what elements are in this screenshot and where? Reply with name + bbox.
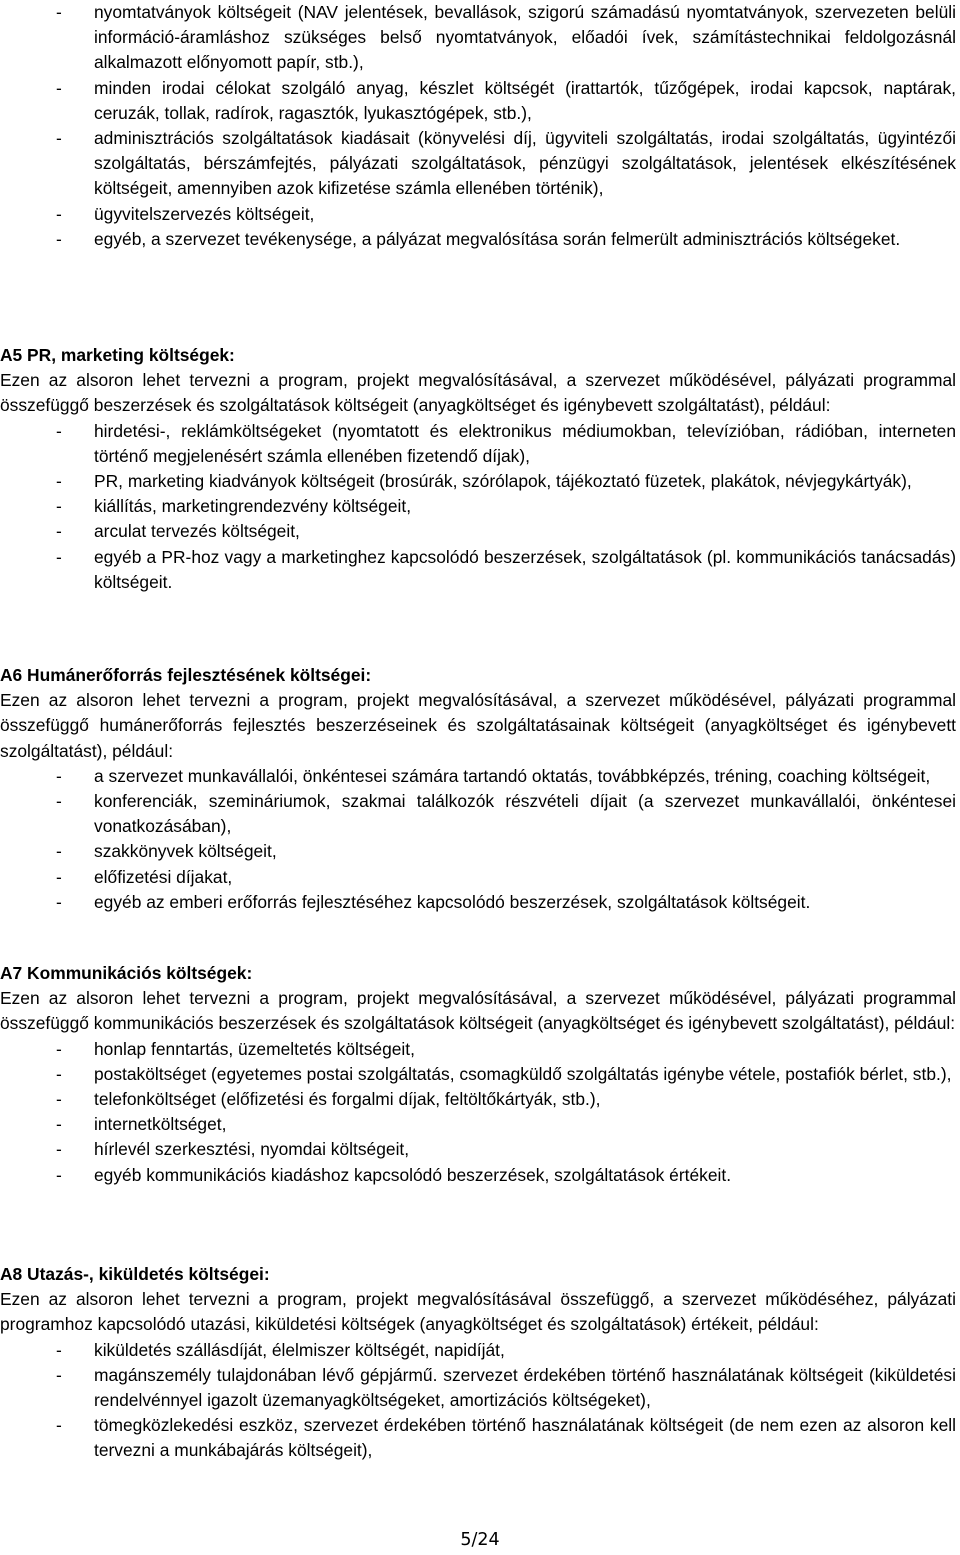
list-item: - internetköltséget, [56,1112,956,1137]
list-item: - ügyvitelszervezés költségeit, [56,202,956,227]
section-intro: Ezen az alsoron lehet tervezni a program, projekt megvalósításával, a szervezet működésével, pályázati programmal összefüggő kommunikációs beszerzések és szolgáltatások költségeit (anyagköltséget és igénybevett szolgáltatást), például: [0,988,956,1034]
list-item: - egyéb, a szervezet tevékenysége, a pályázat megvalósítása során felmerült adminisztrációs költségeket. [56,227,956,252]
list-item: - kiállítás, marketingrendezvény költségeit, [56,494,956,519]
section-heading: A8 Utazás-, kiküldetés költségei: [0,1264,270,1284]
section-a7 [0,961,956,1188]
list-item: - honlap fenntartás, üzemeltetés költségeit, [56,1037,956,1062]
admin-cost-list [0,0,956,252]
list-item: - arculat tervezés költségeit, [56,519,956,544]
section-intro: Ezen az alsoron lehet tervezni a program, projekt megvalósításával, a szervezet működésével, pályázati programmal összefüggő beszerzések és szolgáltatások költségeit (anyagköltséget és igénybevett szolgáltatást), például: [0,370,956,416]
list-item: - kiküldetés szállásdíját, élelmiszer költségét, napidíját, [56,1338,956,1363]
page-number: 5/24 [460,1530,500,1550]
list-item: - egyéb a PR-hoz vagy a marketinghez kapcsolódó beszerzések, szolgáltatások (pl. kommunikációs tanácsadás) költségeit. [56,545,956,595]
section-a8 [0,1262,956,1464]
list-item: - hirdetési-, reklámköltségeket (nyomtatott és elektronikus médiumokban, televízióban, rádióban, interneten történő megjelenésért számla ellenében fizetendő díjak), [56,419,956,469]
section-heading: A6 Humánerőforrás fejlesztésének költségei: [0,665,372,685]
list-item: - a szervezet munkavállalói, önkéntesei számára tartandó oktatás, továbbképzés, tréning, coaching költségeit, [56,764,956,789]
section-intro: Ezen az alsoron lehet tervezni a program, projekt megvalósításával, a szervezet működésével, pályázati programmal összefüggő humánerőforrás fejlesztés beszerzéseinek és szolgáltatásainak költségeit (anyagköltséget és igénybevett szolgáltatást), például: [0,690,956,761]
list-item: - hírlevél szerkesztési, nyomdai költségeit, [56,1137,956,1162]
list-item: - PR, marketing kiadványok költségeit (brosúrák, szórólapok, tájékoztató füzetek, plakátok, névjegykártyák), [56,469,956,494]
section-a5 [0,343,956,595]
list-item: - egyéb kommunikációs kiadáshoz kapcsolódó beszerzések, szolgáltatások értékeit. [56,1163,956,1188]
list-item: - konferenciák, szemináriumok, szakmai találkozók részvételi díjait (a szervezet munkavállalói, önkéntesei vonatkozásában), [56,789,956,839]
list-item: - adminisztrációs szolgáltatások kiadásait (könyvelési díj, ügyviteli szolgáltatás, irodai szolgáltatás, ügyintézői szolgáltatás, bérszámfejtés, pályázati szolgáltatások, pénzügyi szolgáltatások, jelentések elkészítésének költségeit, amennyiben azok kifizetése számla ellenében történik), [56,126,956,202]
list-item: - postaköltséget (egyetemes postai szolgáltatás, csomagküldő szolgáltatás igénybe vétele, postafiók bérlet, stb.), [56,1062,956,1087]
list-item: - előfizetési díjakat, [56,865,956,890]
section-intro: Ezen az alsoron lehet tervezni a program, projekt megvalósításával összefüggő, a szervezet működéséhez, pályázati programhoz kapcsolódó utazási, kiküldetési költségek (anyagköltséget és szolgáltatások) értékeit, például: [0,1289,956,1335]
section-heading: A7 Kommunikációs költségek: [0,963,253,983]
section-a6 [0,663,956,915]
list-item: - telefonköltséget (előfizetési és forgalmi díjak, feltöltőkártyák, stb.), [56,1087,956,1112]
section-heading: A5 PR, marketing költségek: [0,345,235,365]
list-item: - magánszemély tulajdonában lévő gépjármű. szervezet érdekében történő használatának költségeit (kiküldetési rendelvénnyel igazolt üzemanyagköltségeket, amortizációs költségeket), [56,1363,956,1413]
list-item: - nyomtatványok költségeit (NAV jelentések, bevallások, szigorú számadású nyomtatványok, szervezeten belüli információ-áramláshoz szükséges belső nyomtatványok, előadói ívek, számítástechnikai feldolgozásnál alkalmazott előnyomott papír, stb.), [56,0,956,76]
list-item: - egyéb az emberi erőforrás fejlesztéséhez kapcsolódó beszerzések, szolgáltatások költségeit. [56,890,956,915]
list-item: - minden irodai célokat szolgáló anyag, készlet költségét (irattartók, tűzőgépek, irodai kapcsok, naptárak, ceruzák, tollak, radírok, ragasztók, lyukasztógépek, stb.), [56,76,956,126]
list-item: - szakkönyvek költségeit, [56,839,956,864]
list-item: - tömegközlekedési eszköz, szervezet érdekében történő használatának költségeit (de nem ezen az alsoron kell tervezni a munkábajárás költségeit), [56,1413,956,1463]
